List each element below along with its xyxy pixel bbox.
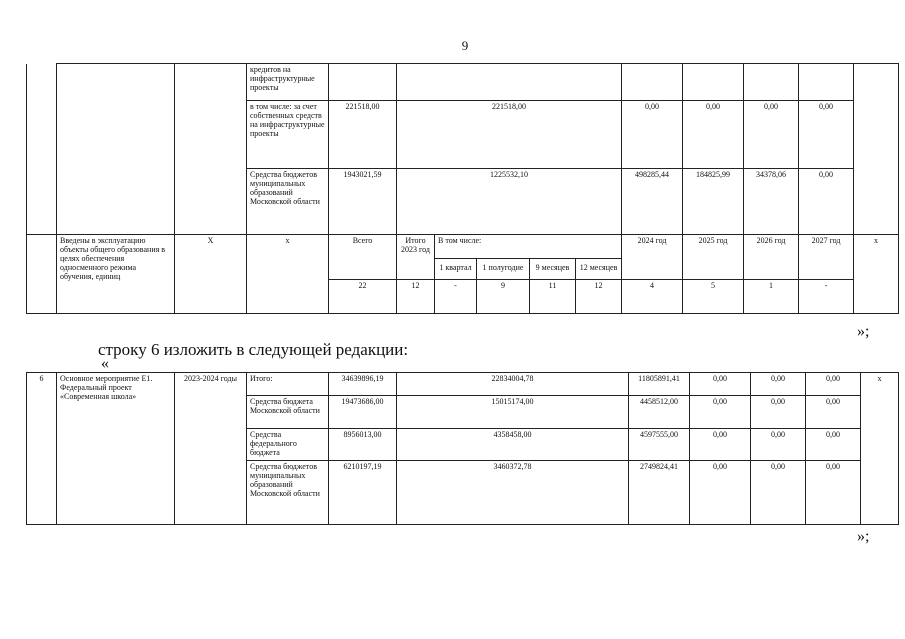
years-cell: [175, 64, 247, 235]
table-row: Средства бюджета Московской области 19473686,00 15015174,00 4458512,00 0,00 0,00 0,00: [27, 396, 899, 429]
source-label: Средства бюджетов муниципальных образований Московской области: [247, 461, 329, 525]
event-years: 2023-2024 годы: [175, 373, 247, 525]
source-label: кредитов на инфраструктурные проекты: [247, 64, 329, 101]
bottom-table: [26, 372, 899, 525]
merged-cell: 221518,00: [397, 101, 622, 169]
total-cell: 1943021,59: [329, 169, 397, 235]
event-cell: [57, 64, 175, 235]
source-label: в том числе: за счет собственных средств на инфраструктурные проекты: [247, 101, 329, 169]
indicator-label: Введены в эксплуатацию объекты общего образования в целях обеспечения односменного режима обучения, единиц: [57, 235, 175, 314]
source-label: Итого:: [247, 373, 329, 396]
merged-cell: 1225532,10: [397, 169, 622, 235]
row-own-funds: в том числе: за счет собственных средств на инфраструктурные проекты 221518,00 221518,00 0,00 0,00 0,00 0,00: [27, 101, 899, 169]
row-introduced-header: Введены в эксплуатацию объекты общего образования в целях обеспечения односменного режима обучения, единиц Х х Всего Итого 2023 год В том числе: 2024 год 2025 год 2026 год 2027 год х: [27, 235, 899, 259]
closing-quote: »;: [857, 323, 870, 340]
row-municipal: Средства бюджетов муниципальных образований Московской области 1943021,59 1225532,10 498285,44 184825,99 34378,06 0,00: [27, 169, 899, 235]
total-cell: 221518,00: [329, 101, 397, 169]
table-row: Средства бюджетов муниципальных образований Московской области 6210197,19 3460372,78 2749824,41 0,00 0,00 0,00: [27, 461, 899, 525]
row-introduced-subheader: 1 квартал 1 полугодие 9 месяцев 12 месяцев: [27, 259, 899, 280]
closing-quote: »;: [857, 528, 870, 545]
top-table: [26, 63, 899, 314]
amendment-heading: строку 6 изложить в следующей редакции:: [98, 340, 409, 359]
page-number: 9: [461, 38, 469, 53]
row-credits: [27, 64, 899, 101]
source-label: Средства бюджетов муниципальных образований Московской области: [247, 169, 329, 235]
table-row: Средства федерального бюджета 8956013,00 4358458,00 4597555,00 0,00 0,00 0,00: [27, 429, 899, 461]
row-introduced-values: 22 12 - 9 11 12 4 5 1 -: [27, 280, 899, 314]
num-cell: [27, 64, 57, 235]
table-row: 6 Основное мероприятие Е1. Федеральный проект «Современная школа» 2023-2024 годы Итого: 34639896,19 22834004,78 11805891,41 0,00 0,00 0,00 х: [27, 373, 899, 396]
opening-quote: «: [101, 355, 109, 372]
event-name: Основное мероприятие Е1. Федеральный проект «Современная школа»: [57, 373, 175, 525]
source-label: Средства бюджета Московской области: [247, 396, 329, 429]
row-number: 6: [27, 373, 57, 525]
source-label: Средства федерального бюджета: [247, 429, 329, 461]
